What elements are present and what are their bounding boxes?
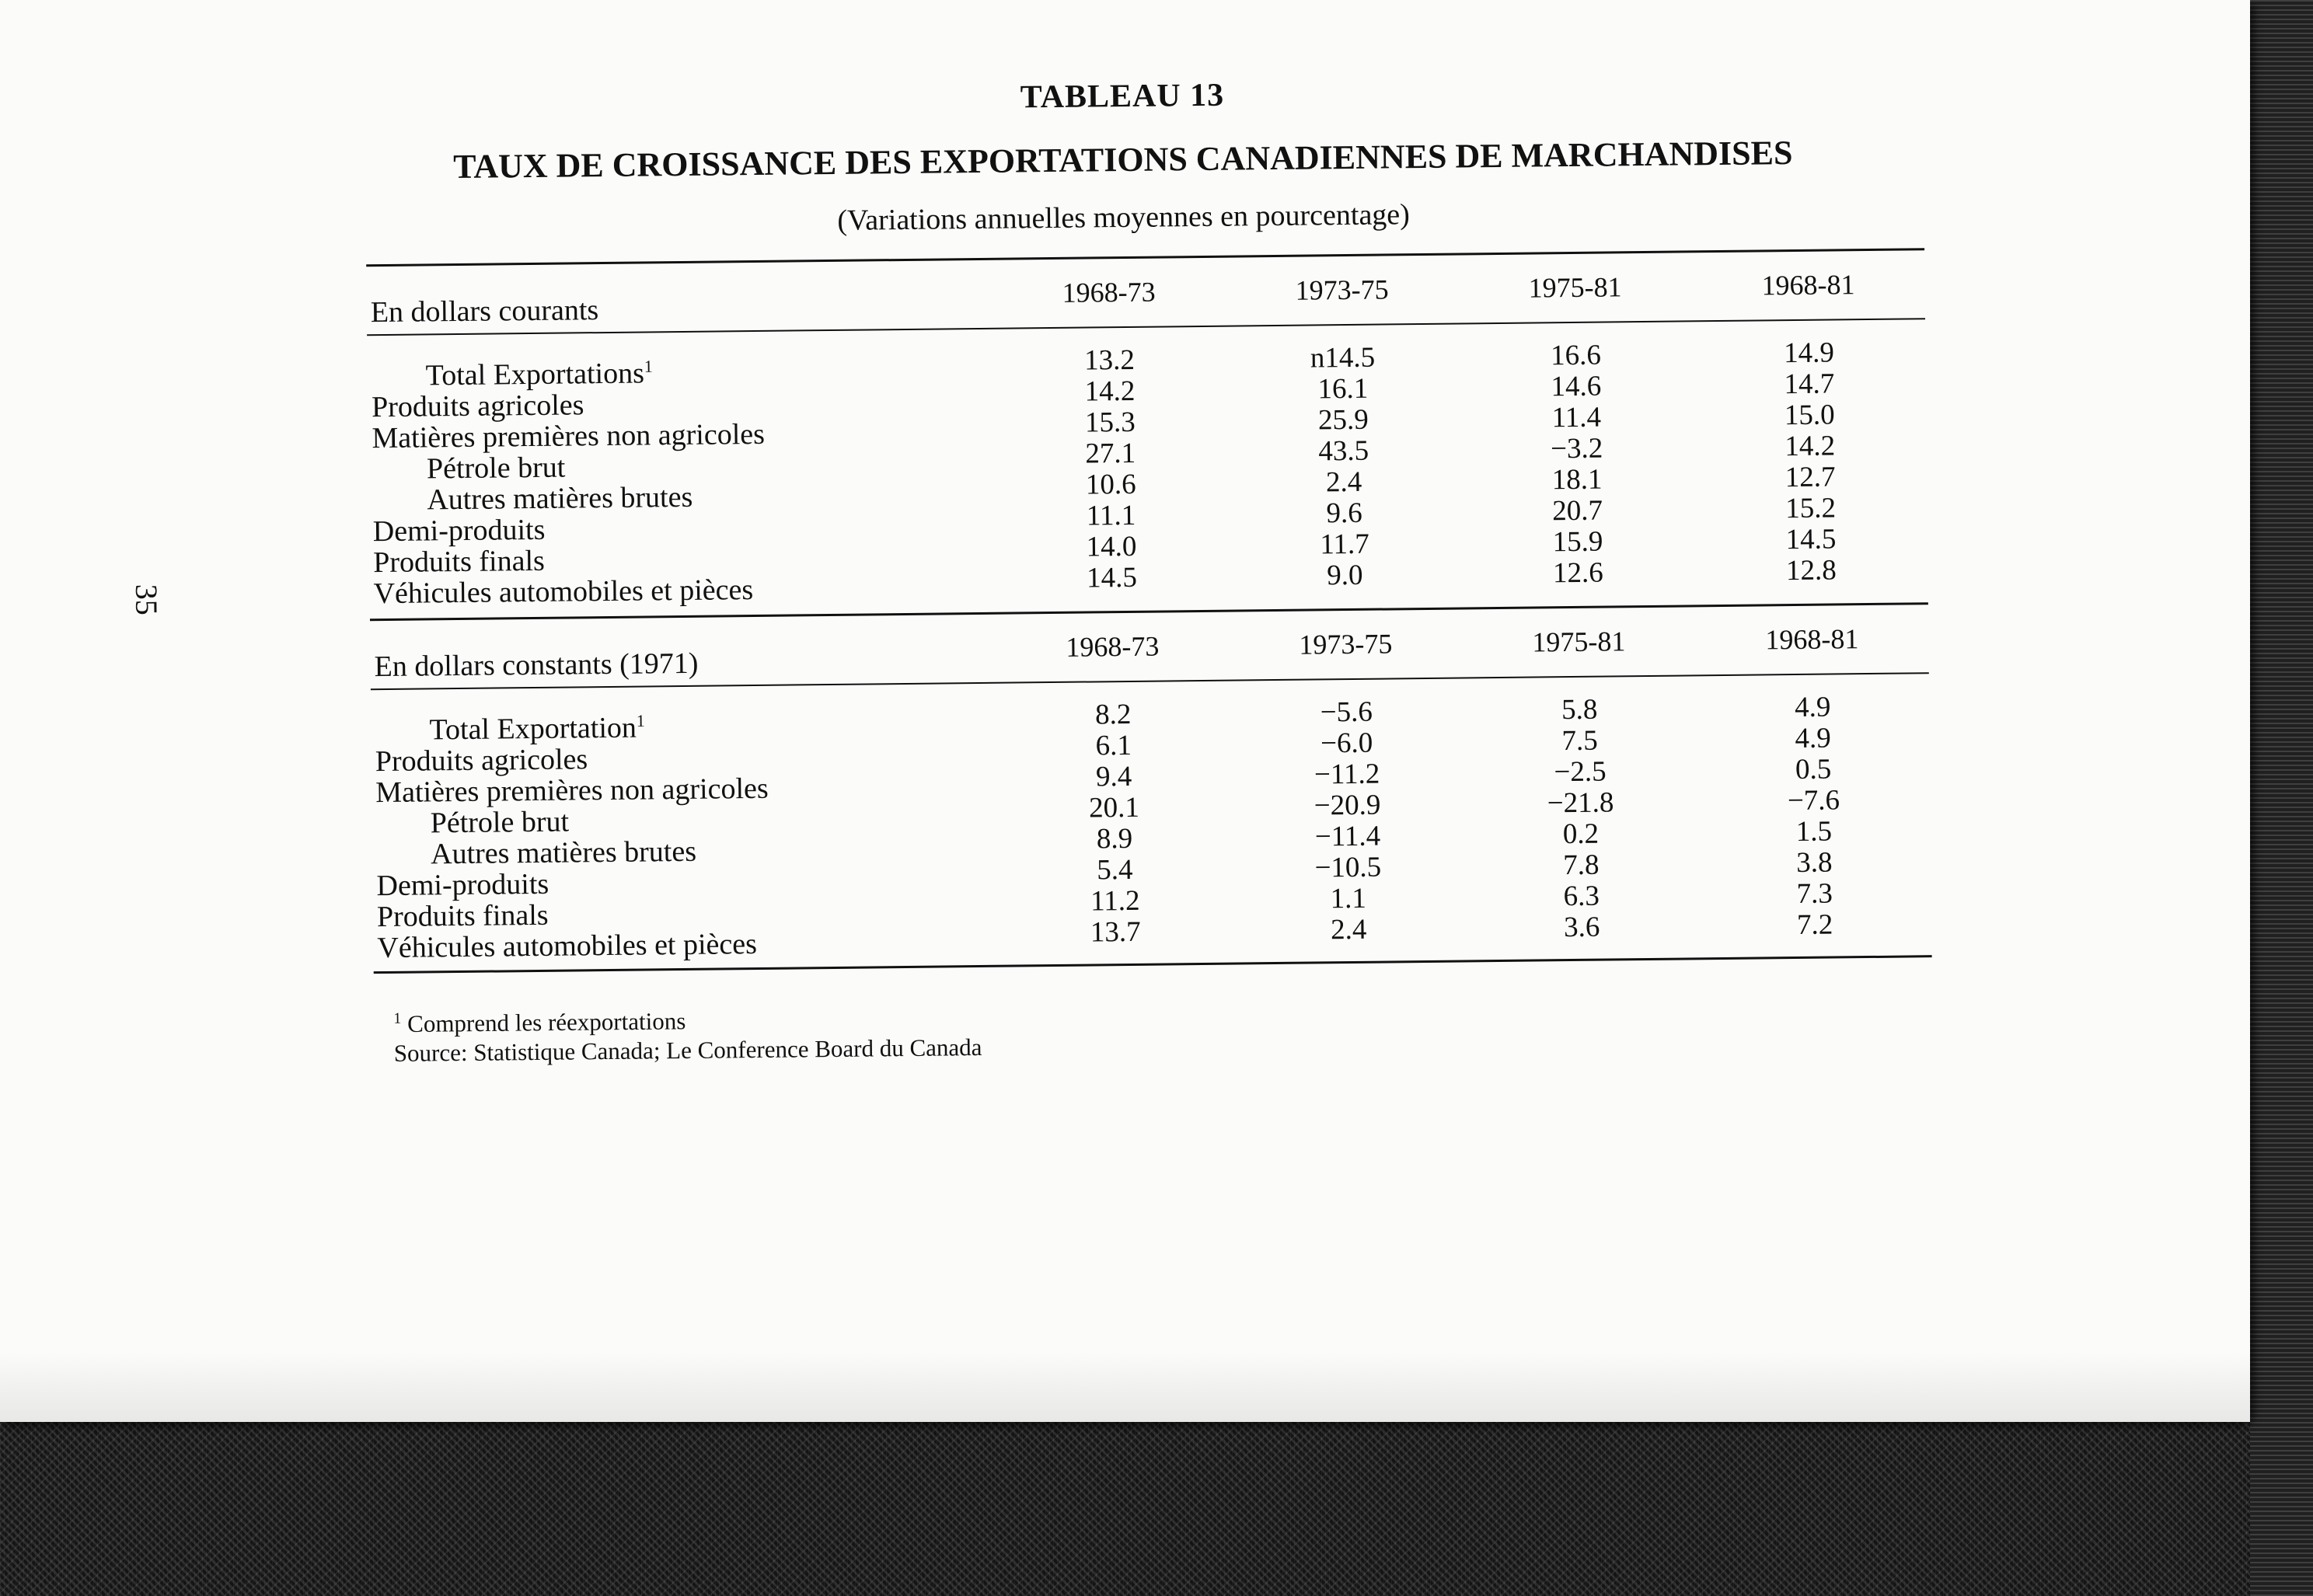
- scan-edge-strip: [2250, 0, 2313, 1596]
- table-cell: 8.2: [1094, 698, 1132, 731]
- table-cell: 25.9: [1317, 403, 1369, 437]
- row-label-text: Pétrole brut: [426, 451, 566, 486]
- row-label-text: Autres matières brutes: [427, 480, 693, 517]
- row-label: [372, 417, 765, 455]
- column-header: 1973-75: [1295, 274, 1389, 306]
- row-label-text: Produits finals: [372, 544, 546, 580]
- table-cell: 20.1: [1088, 791, 1140, 824]
- row-label-text: Demi-produits: [376, 867, 549, 903]
- table-cell: 16.1: [1317, 372, 1369, 406]
- row-label: [373, 573, 753, 611]
- table-cell: 6.3: [1563, 880, 1600, 913]
- row-label-text: Matières premières non agricoles: [375, 772, 769, 810]
- row-label-text: Autres matières brutes: [430, 835, 697, 871]
- table-cell: 6.1: [1095, 729, 1132, 762]
- column-header: 1973-75: [1299, 628, 1393, 660]
- table-cell: 11.4: [1551, 401, 1602, 434]
- table-cell: −7.6: [1787, 784, 1840, 817]
- table-cell: 2.4: [1325, 465, 1362, 499]
- page-number: 35: [128, 584, 165, 615]
- row-label-text: Véhicules automobiles et pièces: [373, 573, 754, 611]
- column-header: 1968-73: [1066, 630, 1160, 663]
- table-cell: 7.2: [1796, 908, 1833, 941]
- table-cell: 9.0: [1327, 559, 1363, 592]
- table-cell: 14.6: [1551, 370, 1602, 403]
- table-cell: 13.2: [1083, 343, 1136, 377]
- table-cell: 14.9: [1783, 336, 1835, 370]
- table-cell: 14.2: [1084, 375, 1136, 408]
- source-note: Source: Statistique Canada; Le Conference Board du Canada: [393, 1033, 982, 1067]
- footnote-ref: 1: [644, 356, 653, 376]
- table-cell: −11.4: [1314, 820, 1381, 853]
- table-cell: 12.7: [1784, 461, 1836, 494]
- row-label-text: Produits agricoles: [371, 389, 584, 424]
- column-header: 1975-81: [1528, 271, 1622, 304]
- row-label-text: Demi-produits: [372, 513, 546, 549]
- table-cell: 43.5: [1318, 434, 1369, 468]
- table-cell: 16.6: [1550, 339, 1602, 372]
- row-label: [376, 835, 696, 872]
- row-label: [372, 480, 693, 517]
- table-cell: n14.5: [1310, 341, 1376, 375]
- row-label: [377, 927, 757, 965]
- table-cell: 7.5: [1561, 724, 1599, 758]
- table-cell: 15.9: [1552, 525, 1603, 559]
- table-cell: 12.6: [1552, 556, 1604, 590]
- table-cell: 14.7: [1784, 368, 1835, 401]
- table-cell: −21.8: [1547, 786, 1614, 820]
- column-header: 1968-73: [1062, 276, 1156, 308]
- table-cell: 15.3: [1084, 406, 1136, 439]
- table-cell: 9.4: [1095, 760, 1132, 793]
- table-cell: −20.9: [1313, 789, 1381, 822]
- row-label: [375, 772, 769, 810]
- table-cell: 11.2: [1090, 884, 1140, 918]
- table-cell: 7.3: [1796, 877, 1833, 911]
- footnote: [393, 1007, 686, 1038]
- table-cell: −2.5: [1554, 755, 1607, 789]
- table-cell: 18.1: [1551, 463, 1603, 497]
- table-number: TABLEAU 13: [1020, 77, 1225, 116]
- row-label-text: Produits agricoles: [375, 743, 588, 779]
- table-title: TAUX DE CROISSANCE DES EXPORTATIONS CANADIENNES DE MARCHANDISES: [452, 134, 1793, 186]
- table-subtitle: (Variations annuelles moyennes en pourcentage): [837, 198, 1411, 237]
- row-label-text: Véhicules automobiles et pièces: [377, 928, 758, 965]
- row-label-text: Total Exportation: [429, 711, 637, 747]
- table-cell: 2.4: [1330, 913, 1367, 946]
- table-cell: 15.0: [1784, 399, 1835, 432]
- table-cell: 1.1: [1330, 882, 1367, 915]
- table-cell: −5.6: [1320, 695, 1373, 729]
- table-cell: 1.5: [1795, 815, 1833, 849]
- table-cell: −3.2: [1550, 432, 1603, 465]
- row-label-text: Matières premières non agricoles: [372, 417, 766, 455]
- table-cell: 0.2: [1562, 817, 1600, 851]
- page-bottom-edge: [0, 1352, 2250, 1422]
- table-cell: 27.1: [1085, 437, 1136, 470]
- column-header: 1968-81: [1761, 269, 1855, 301]
- footnote-text: Comprend les réexportations: [406, 1007, 686, 1038]
- footnote-marker: 1: [393, 1009, 402, 1027]
- row-label-text: Produits finals: [376, 898, 549, 934]
- table-cell: −10.5: [1314, 851, 1382, 884]
- table-cell: −11.2: [1313, 758, 1380, 791]
- table-cell: 3.6: [1563, 911, 1600, 944]
- table-cell: 20.7: [1551, 494, 1603, 528]
- table-cell: −6.0: [1320, 727, 1373, 760]
- table-cell: 14.2: [1784, 430, 1836, 463]
- section-label: En dollars courants: [370, 294, 599, 329]
- table-cell: 11.7: [1320, 528, 1369, 561]
- table-cell: 4.9: [1795, 722, 1832, 755]
- table-cell: 5.8: [1561, 693, 1598, 727]
- table-cell: 13.7: [1090, 915, 1141, 949]
- row-label-text: Total Exportations: [425, 357, 645, 392]
- table-cell: 14.5: [1086, 561, 1138, 594]
- table-cell: 14.5: [1785, 523, 1837, 556]
- column-header: 1975-81: [1532, 626, 1626, 658]
- table-cell: 5.4: [1097, 853, 1133, 887]
- row-label: [371, 356, 653, 393]
- table-cell: 0.5: [1795, 753, 1832, 786]
- row-label-text: Pétrole brut: [430, 805, 570, 840]
- row-label: [375, 711, 645, 748]
- table-rule-top: [366, 248, 1924, 267]
- table-cell: 4.9: [1794, 691, 1831, 724]
- table-cell: 14.0: [1086, 530, 1137, 563]
- table-cell: 3.8: [1796, 846, 1833, 880]
- table-cell: 7.8: [1563, 849, 1600, 882]
- table-rule-header: [367, 318, 1925, 336]
- table-cell: 12.8: [1785, 554, 1837, 587]
- table-cell: 11.1: [1086, 499, 1136, 532]
- table-cell: 15.2: [1784, 492, 1837, 525]
- table-cell: 8.9: [1096, 822, 1133, 855]
- column-header: 1968-81: [1765, 623, 1859, 656]
- table-cell: 9.6: [1326, 497, 1362, 530]
- footnote-ref: 1: [636, 710, 645, 730]
- section-label: En dollars constants (1971): [374, 646, 699, 684]
- table-cell: 10.6: [1085, 468, 1136, 501]
